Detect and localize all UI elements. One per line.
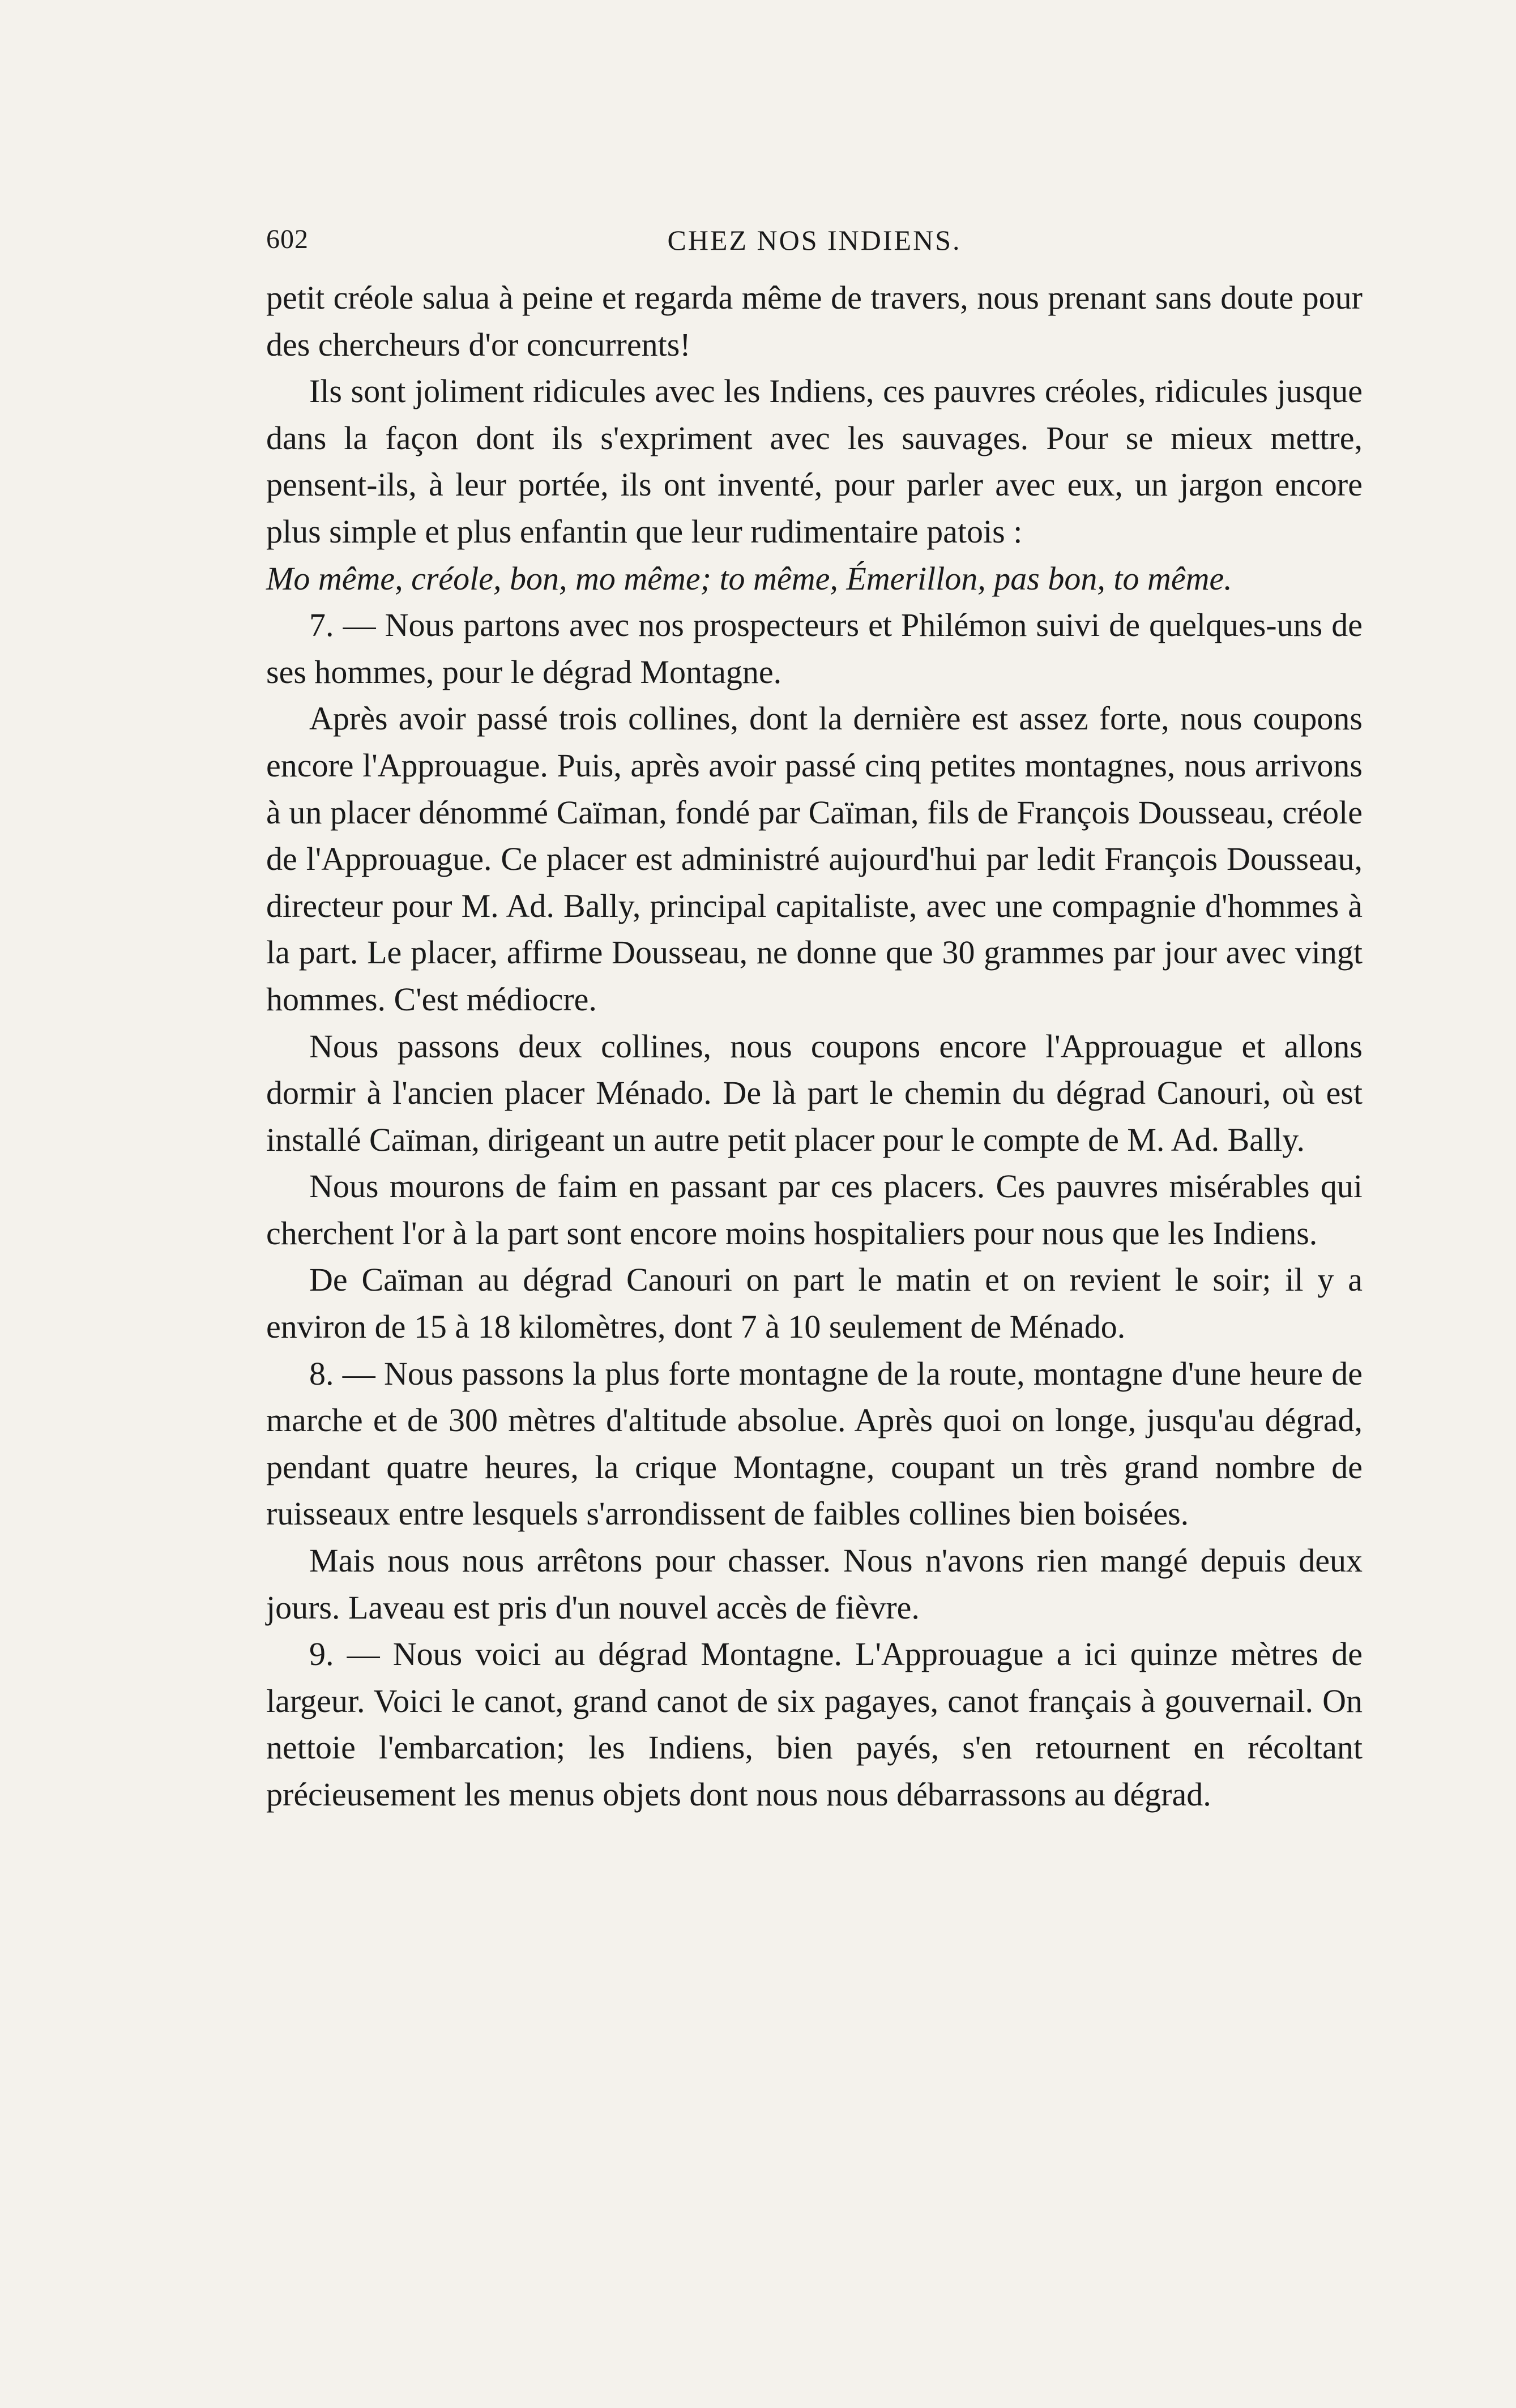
- paragraph: Ils sont joliment ridicules avec les Indiens, ces pauvres créoles, ridicules jusque dans la façon dont ils s'expriment avec les sauvages. Pour se mieux mettre, pensent-ils, à leur portée, ils ont inventé, pour parler avec eux, un jargon encore plus simple et plus enfantin que leur rudimentaire patois :: [266, 373, 1363, 550]
- running-title: CHEZ NOS INDIENS.: [667, 224, 962, 256]
- paragraph: De Caïman au dégrad Canouri on part le matin et on revient le soir; il y a environ de 15 à 18 kilomètres, dont 7 à 10 seulement de Ménado.: [266, 1261, 1363, 1346]
- paragraph: petit créole salua à peine et regarda même de travers, nous prenant sans doute pour des chercheurs d'or concurrents!: [266, 279, 1363, 363]
- paragraph: 9. — Nous voici au dégrad Montagne. L'Approuague a ici quinze mètres de largeur. Voici le canot, grand canot de six pagayes, canot français à gouvernail. On nettoie l'embarcation; les Indiens, bien payés, s'en retournent en récoltant précieusement les menus objets dont nous nous débarrassons au dégrad.: [266, 1636, 1363, 1813]
- paragraph: 7. — Nous partons avec nos prospecteurs et Philémon suivi de quelques-uns de ses hommes, pour le dégrad Montagne.: [266, 607, 1363, 690]
- patois-example: Mo même, créole, bon, mo même; to même, Émerillon, pas bon, to même.: [266, 560, 1232, 597]
- book-page: [266, 224, 1363, 1818]
- paragraph: Après avoir passé trois collines, dont la dernière est assez forte, nous coupons encore l'Approuague. Puis, après avoir passé cinq petites montagnes, nous arrivons à un placer dénommé Caïman, fondé par Caïman, fils de François Dousseau, créole de l'Approuague. Ce placer est administré aujourd'hui par ledit François Dousseau, directeur pour M. Ad. Bally, principal capitaliste, avec une compagnie d'hommes à la part. Le placer, affirme Dousseau, ne donne que 30 grammes par jour avec vingt hommes. C'est médiocre.: [266, 700, 1363, 1018]
- page-number: 602: [266, 224, 309, 254]
- body-text: [266, 275, 1363, 1818]
- paragraph: Nous passons deux collines, nous coupons encore l'Approuague et allons dormir à l'ancien placer Ménado. De là part le chemin du dégrad Canouri, où est installé Caïman, dirigeant un autre petit placer pour le compte de M. Ad. Bally.: [266, 1027, 1363, 1158]
- paragraph: Nous mourons de faim en passant par ces placers. Ces pauvres misérables qui cherchent l'or à la part sont encore moins hospitaliers pour nous que les Indiens.: [266, 1168, 1363, 1252]
- page-header: [266, 224, 1363, 275]
- paragraph: Mais nous nous arrêtons pour chasser. Nous n'avons rien mangé depuis deux jours. Laveau est pris d'un nouvel accès de fièvre.: [266, 1542, 1363, 1626]
- paragraph: 8. — Nous passons la plus forte montagne de la route, montagne d'une heure de marche et de 300 mètres d'altitude absolue. Après quoi on longe, jusqu'au dégrad, pendant quatre heures, la crique Montagne, coupant un très grand nombre de ruisseaux entre lesquels s'arrondissent de faibles collines bien boisées.: [266, 1355, 1363, 1532]
